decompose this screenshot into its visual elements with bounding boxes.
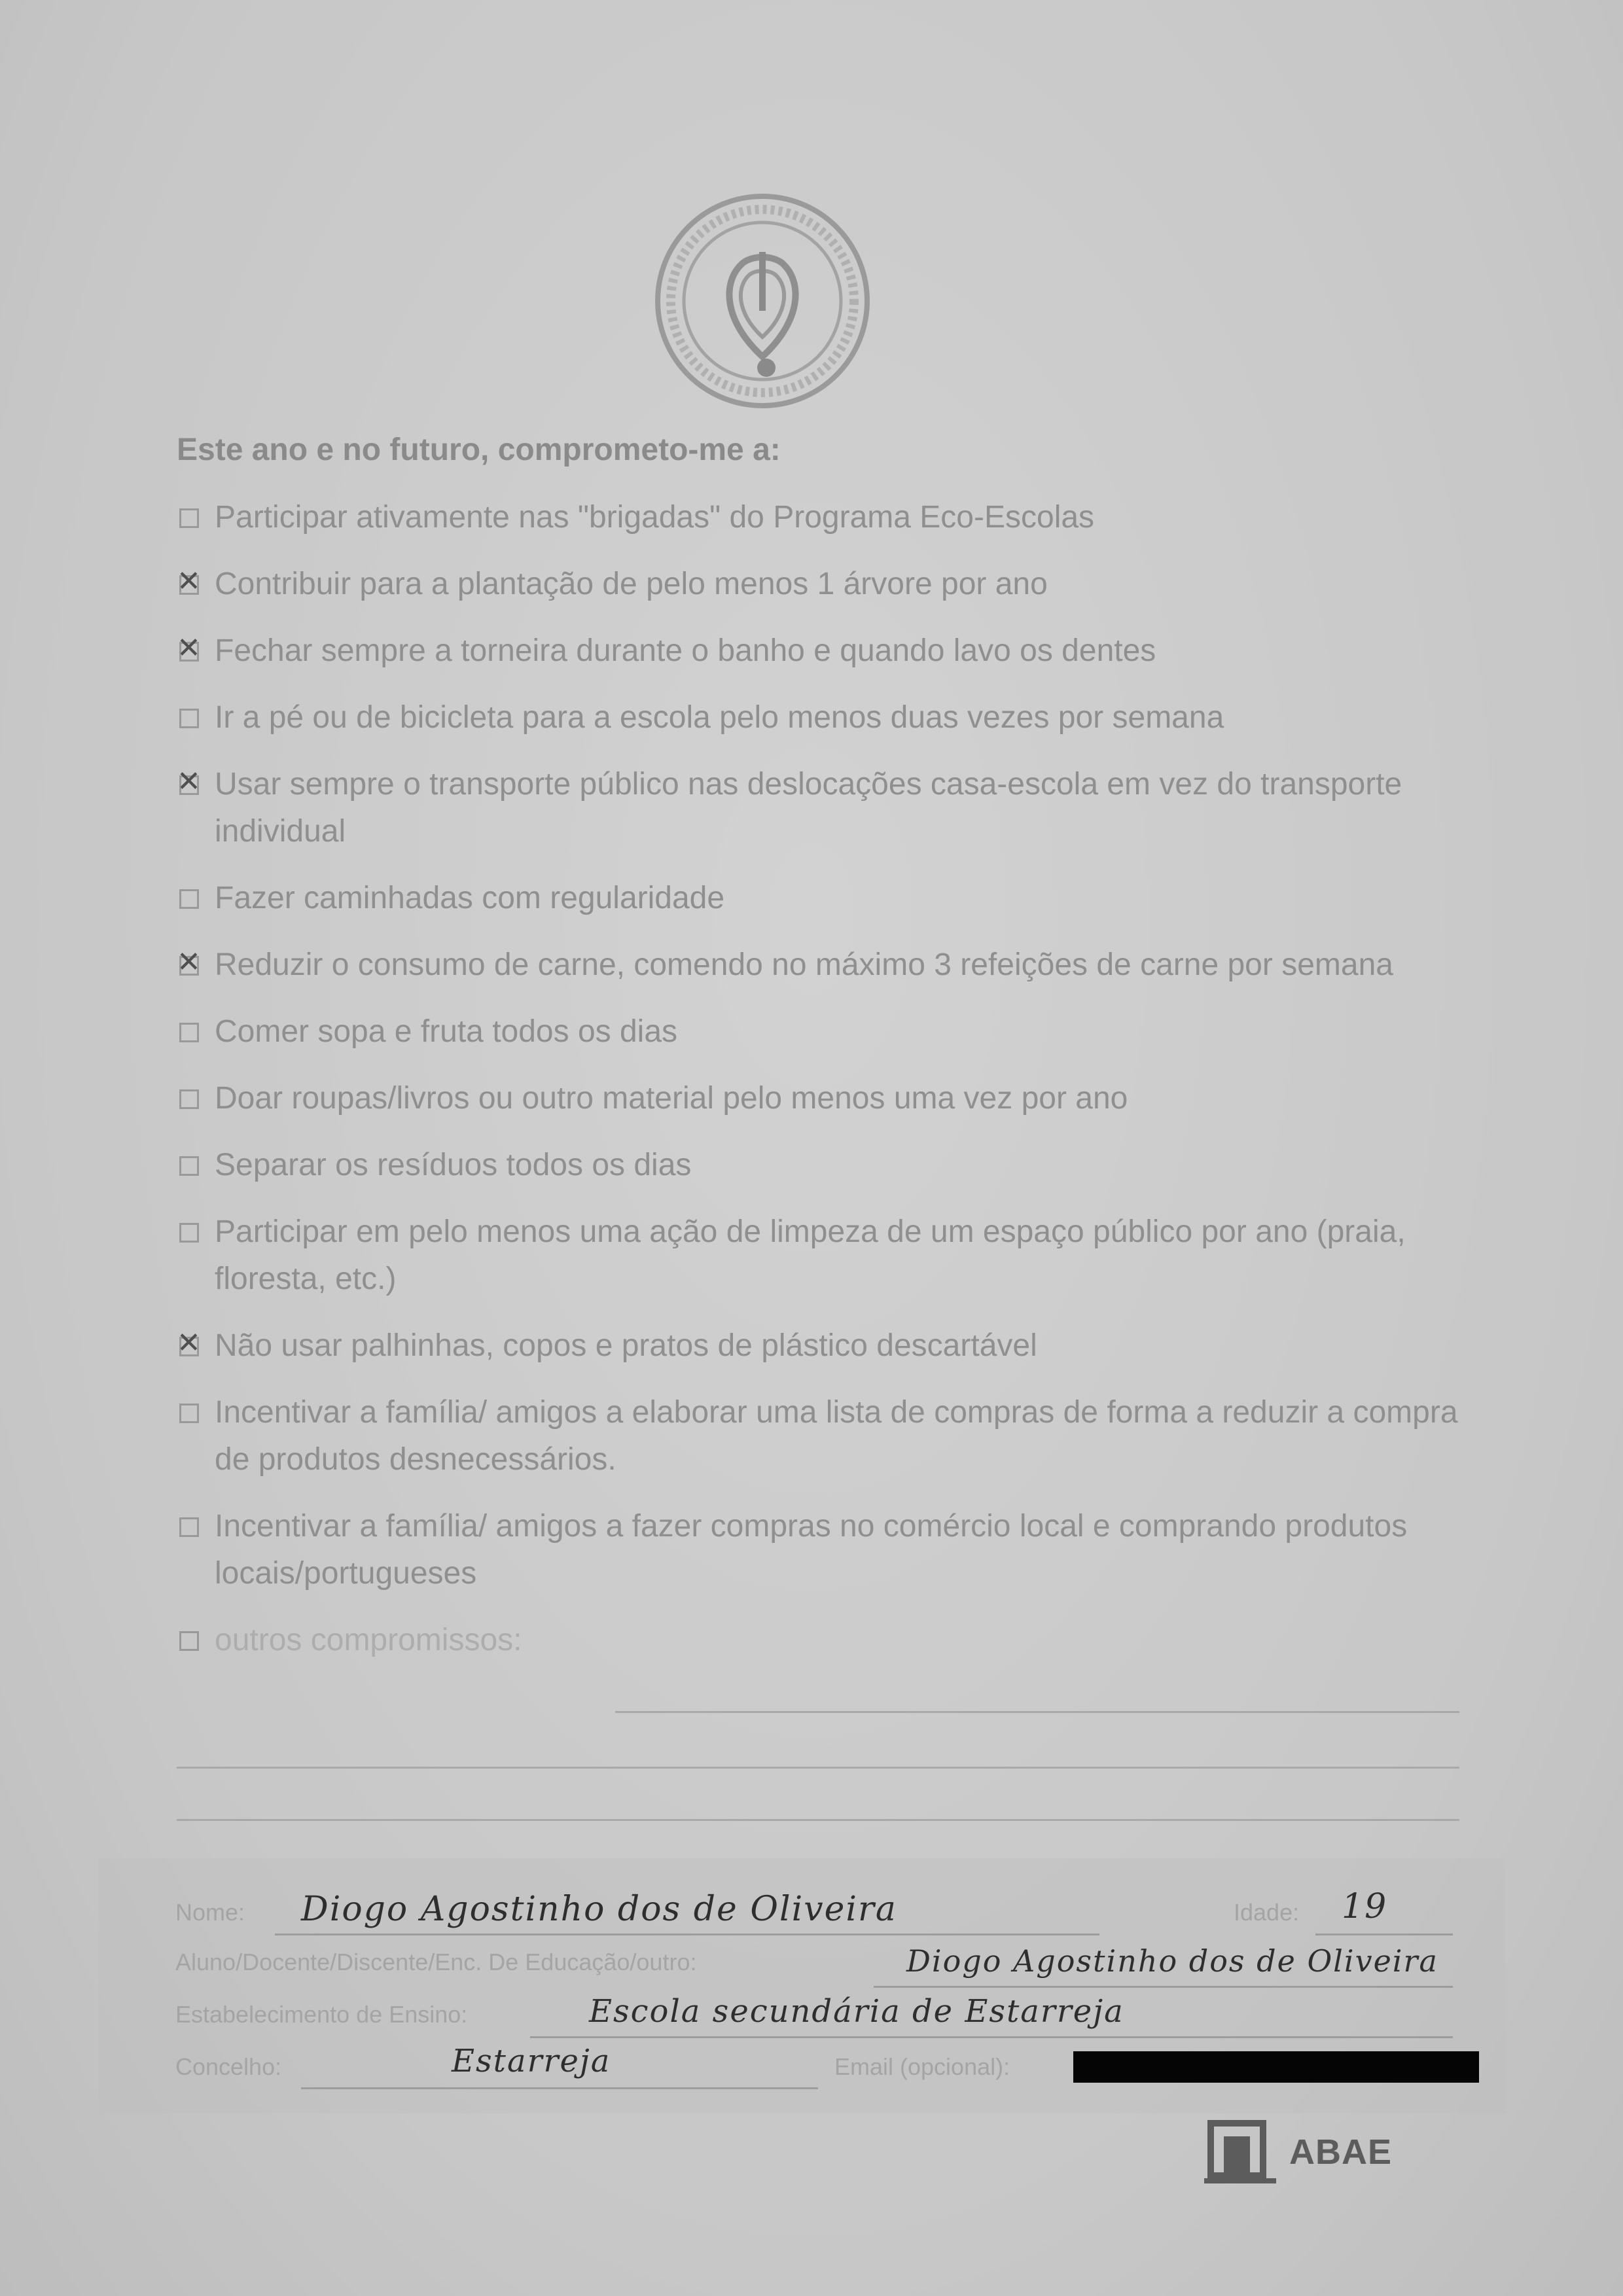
role-label: Aluno/Docente/Discente/Enc. De Educação/outro:	[175, 1949, 697, 1975]
checkbox[interactable]	[177, 627, 203, 675]
abae-logo-text: ABAE	[1289, 2132, 1393, 2172]
checkbox[interactable]	[177, 561, 203, 608]
redacted-email	[1073, 2051, 1479, 2083]
commitment-text: outros compromissos:	[215, 1623, 522, 1657]
checkbox[interactable]	[177, 1075, 203, 1122]
commitment-text: Reduzir o consumo de carne, comendo no máximo 3 refeições de carne por semana	[215, 947, 1393, 982]
commitment-text: Incentivar a família/ amigos a fazer compras no comércio local e comprando produtos locais/portugueses	[215, 1509, 1408, 1591]
age-value[interactable]: 19	[1342, 1887, 1388, 1926]
commitment-item	[177, 1209, 1466, 1303]
name-label: Nome:	[175, 1899, 245, 1926]
commitment-list	[177, 494, 1466, 1684]
commitment-text: Fazer caminhadas com regularidade	[215, 881, 725, 915]
checkbox[interactable]	[177, 1008, 203, 1055]
age-label: Idade:	[1234, 1899, 1300, 1926]
abae-logo	[1204, 2113, 1453, 2192]
age-line	[1315, 1934, 1453, 1935]
county-line	[301, 2087, 818, 2089]
other-commitments-line[interactable]	[177, 1767, 1459, 1769]
commitment-item	[177, 875, 1466, 922]
checkbox[interactable]	[177, 1389, 203, 1436]
commitment-item	[177, 561, 1466, 608]
commitment-text: Usar sempre o transporte público nas deslocações casa-escola em vez do transporte individual	[215, 767, 1402, 849]
checkbox[interactable]	[177, 875, 203, 922]
commitment-item	[177, 761, 1466, 855]
abae-emblem-icon	[1204, 2117, 1283, 2189]
role-line	[874, 1986, 1453, 1988]
checkbox[interactable]	[177, 1142, 203, 1189]
commitment-text: Participar em pelo menos uma ação de limpeza de um espaço público por ano (praia, floresta, etc.)	[215, 1214, 1406, 1296]
other-commitments-line[interactable]	[615, 1711, 1459, 1713]
checkbox[interactable]	[177, 942, 203, 989]
name-line	[275, 1934, 1099, 1935]
role-value[interactable]: Diogo Agostinho dos de Oliveira	[906, 1943, 1438, 1979]
commitment-item	[177, 942, 1466, 989]
commitment-item	[177, 1075, 1466, 1122]
commitment-item	[177, 627, 1466, 675]
commitment-item	[177, 1322, 1466, 1369]
checkbox[interactable]	[177, 1209, 203, 1256]
commitment-text: Comer sopa e fruta todos os dias	[215, 1014, 678, 1049]
county-value[interactable]: Estarreja	[452, 2043, 611, 2079]
commitment-item	[177, 1389, 1466, 1483]
email-label: Email (opcional):	[834, 2053, 1010, 2080]
checkbox[interactable]	[177, 494, 203, 541]
commitment-heading: Este ano e no futuro, comprometo-me a:	[177, 433, 781, 467]
checkbox[interactable]	[177, 694, 203, 741]
commitment-item	[177, 1008, 1466, 1055]
commitment-item-other	[177, 1617, 1466, 1664]
commitment-text: Incentivar a família/ amigos a elaborar uma lista de compras de forma a reduzir a compra de produtos desnecessários.	[215, 1395, 1458, 1477]
county-label: Concelho:	[175, 2053, 282, 2080]
checkbox[interactable]	[177, 761, 203, 808]
checkbox[interactable]	[177, 1503, 203, 1550]
checkbox[interactable]	[177, 1322, 203, 1369]
commitment-item	[177, 694, 1466, 741]
checkbox[interactable]	[177, 1617, 203, 1664]
commitment-text: Ir a pé ou de bicicleta para a escola pelo menos duas vezes por semana	[215, 700, 1224, 735]
commitment-item	[177, 494, 1466, 541]
commitment-text: Fechar sempre a torneira durante o banho e quando lavo os dentes	[215, 633, 1156, 668]
school-line	[530, 2036, 1453, 2038]
eco-escolas-seal-icon	[645, 190, 880, 412]
commitment-text: Contribuir para a plantação de pelo menos 1 árvore por ano	[215, 567, 1048, 601]
school-value[interactable]: Escola secundária de Estarreja	[589, 1993, 1124, 2030]
commitment-text: Doar roupas/livros ou outro material pelo menos uma vez por ano	[215, 1081, 1128, 1116]
commitment-text: Não usar palhinhas, copos e pratos de plástico descartável	[215, 1328, 1037, 1363]
commitment-text: Separar os resíduos todos os dias	[215, 1148, 692, 1182]
commitment-text: Participar ativamente nas "brigadas" do Programa Eco-Escolas	[215, 500, 1095, 535]
name-value[interactable]: Diogo Agostinho dos de Oliveira	[301, 1890, 897, 1929]
school-label: Estabelecimento de Ensino:	[175, 2001, 468, 2028]
commitment-item	[177, 1142, 1466, 1189]
commitment-item	[177, 1503, 1466, 1597]
other-commitments-line[interactable]	[177, 1819, 1459, 1821]
